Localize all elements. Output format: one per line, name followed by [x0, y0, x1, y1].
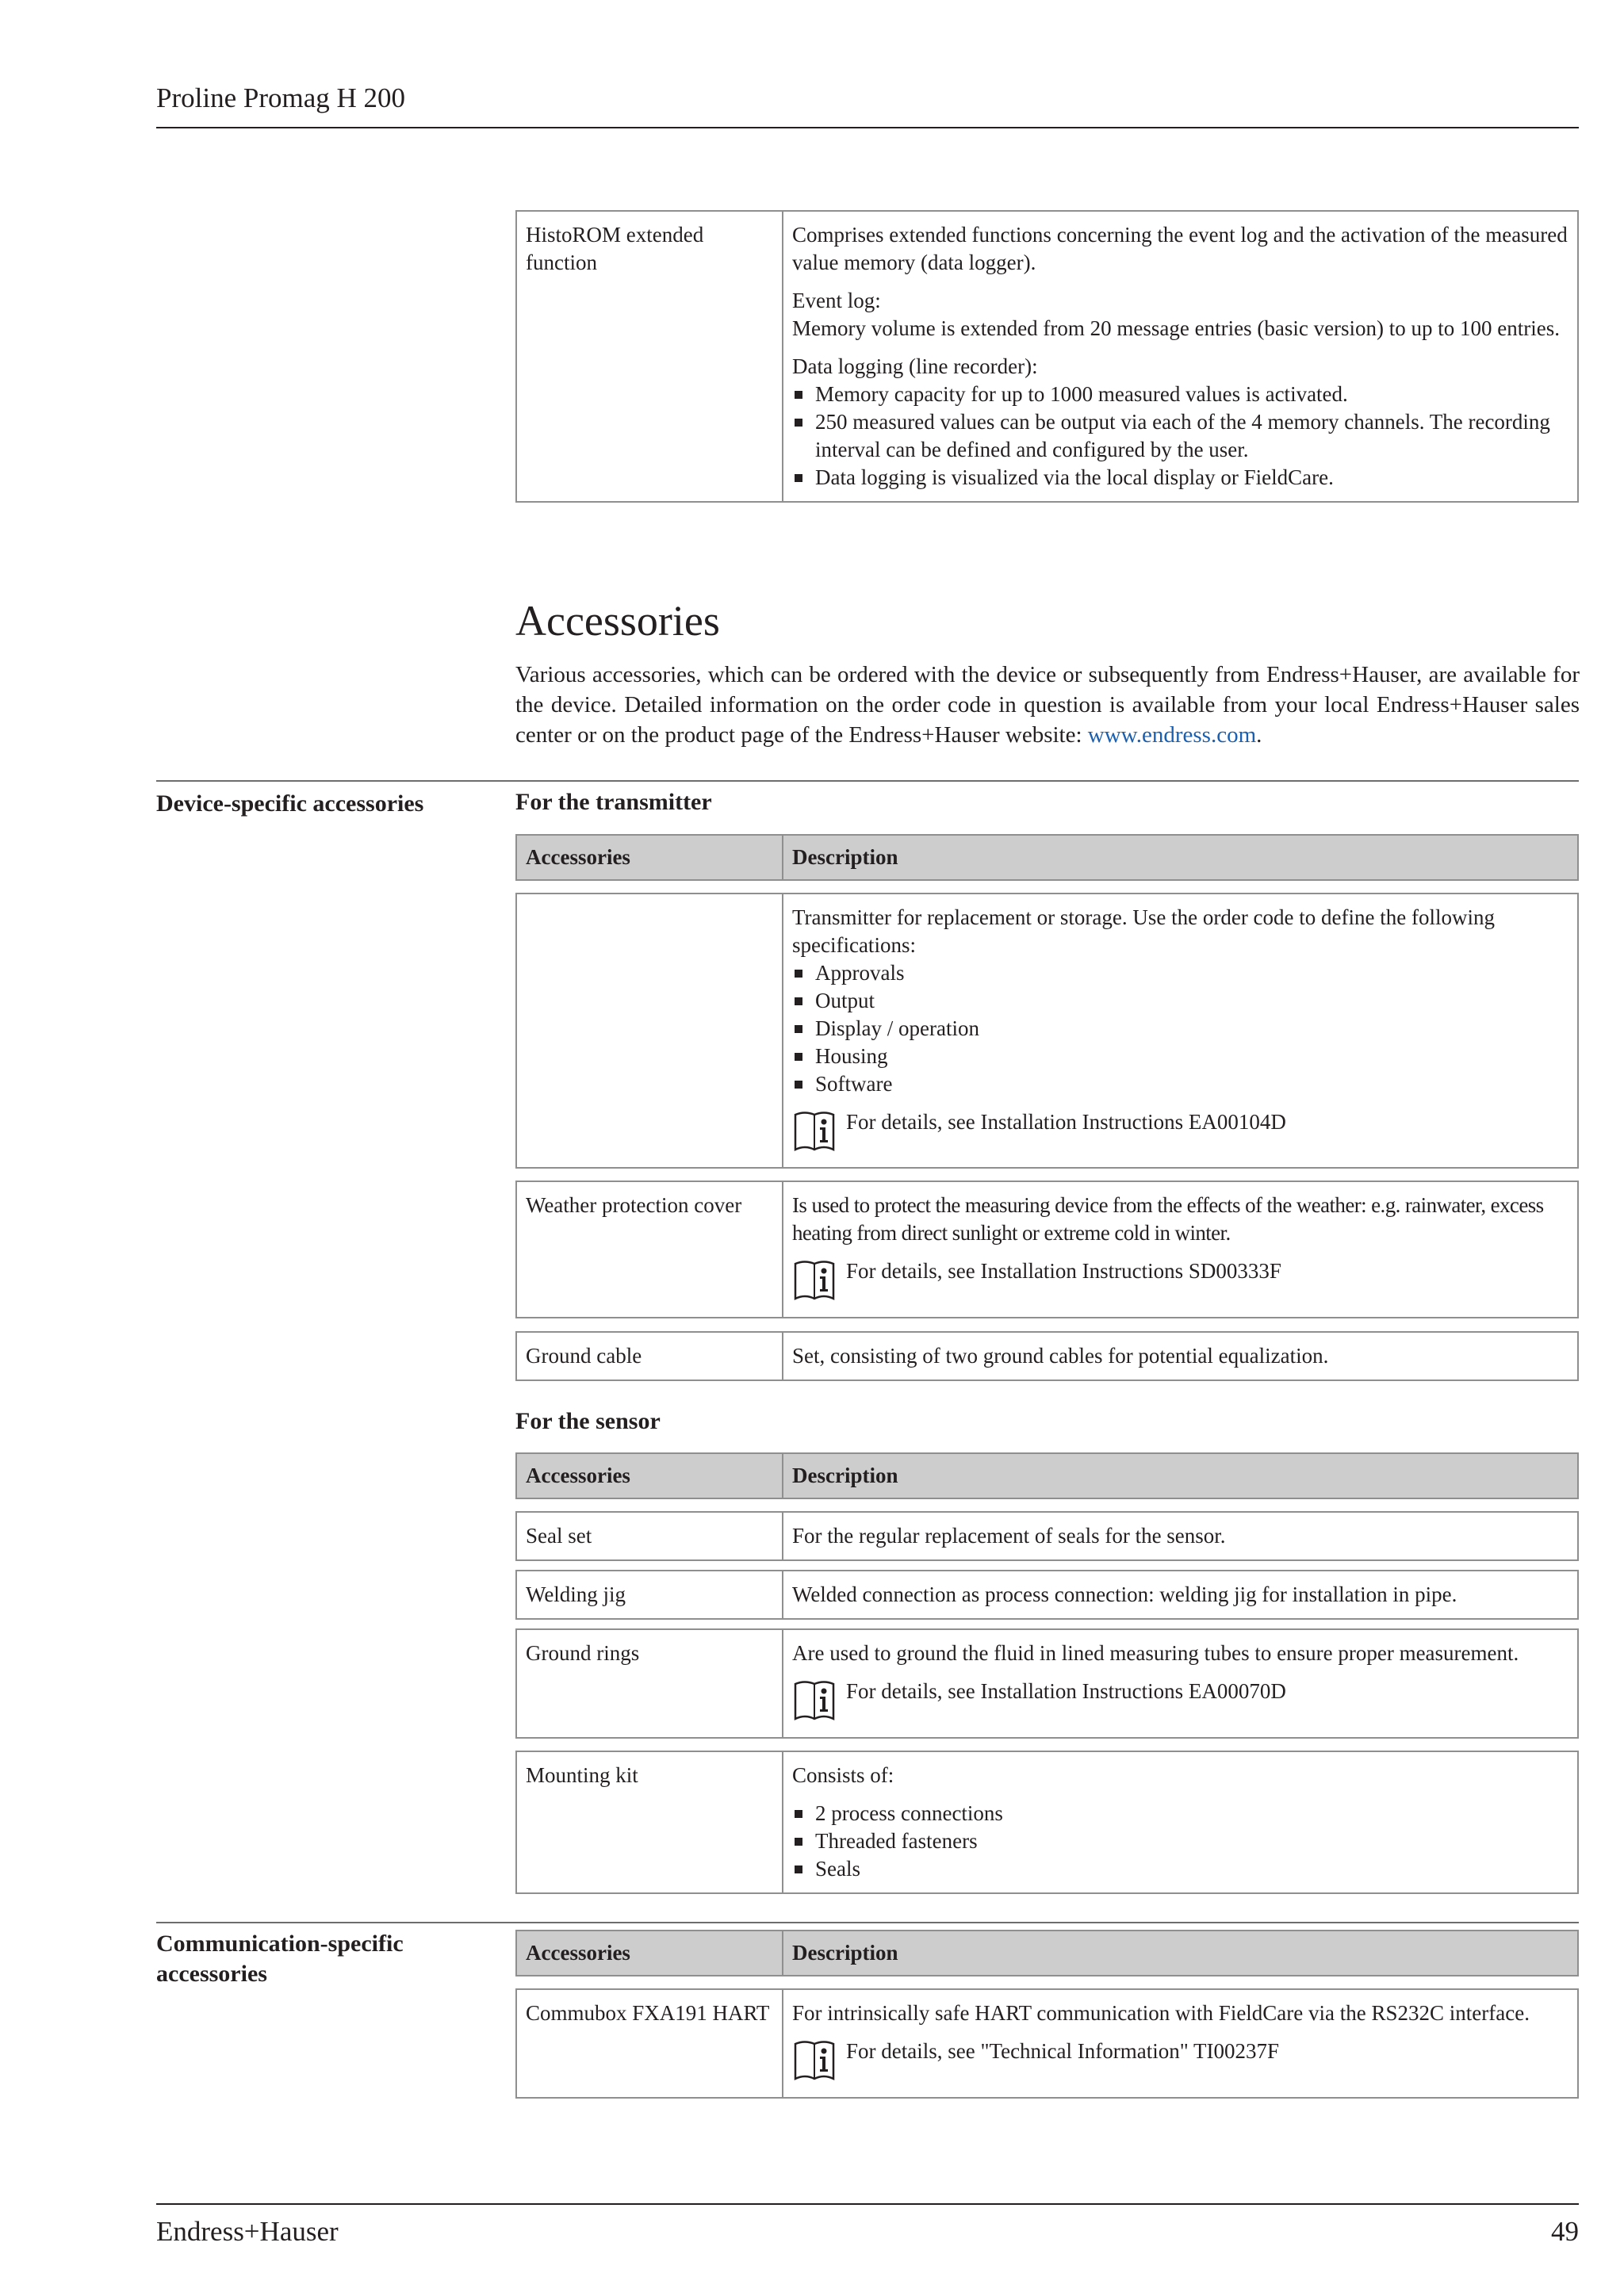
table-row	[515, 1751, 1579, 1894]
transmitter-description: Transmitter for replacement or storage. Use the order code to define the following specifications: Approvals Output Display / operation Housing Software For details, see Installation Instructions EA00104D	[783, 894, 1578, 1168]
historom-label: HistoROM extended function	[516, 211, 783, 502]
ground-cable-description: Set, consisting of two ground cables for potential equalization.	[783, 1332, 1578, 1380]
list-item: Display / operation	[792, 1015, 1568, 1043]
page-number: 49	[1551, 2216, 1579, 2247]
column-header-description: Description	[783, 835, 1578, 880]
table-row	[515, 1628, 1579, 1739]
historom-table	[515, 210, 1579, 503]
commubox-description: For intrinsically safe HART communication with FieldCare via the RS232C interface. For details, see "Technical Information" TI00237F	[783, 1989, 1578, 2098]
historom-intro: Comprises extended functions concerning the event log and the activation of the measured value memory (data logger).	[792, 223, 1568, 274]
page-header-title: Proline Promag H 200	[156, 82, 406, 113]
table-row	[515, 1331, 1579, 1381]
data-logging-list	[792, 381, 1568, 492]
specifications-list	[792, 959, 1568, 1098]
list-item: 2 process connections	[792, 1800, 1568, 1827]
welding-jig-description: Welded connection as process connection: welding jig for installation in pipe.	[783, 1571, 1578, 1619]
event-log-heading: Event log:	[792, 289, 881, 312]
weather-cover-label: Weather protection cover	[516, 1181, 783, 1318]
column-header-accessories: Accessories	[516, 1931, 783, 1976]
table-row	[515, 1988, 1579, 2099]
transmitter-label	[516, 894, 783, 1168]
column-header-description: Description	[783, 1453, 1578, 1498]
seal-set-label: Seal set	[516, 1512, 783, 1560]
list-item: Data logging is visualized via the local display or FieldCare.	[792, 464, 1568, 492]
mounting-kit-list	[792, 1800, 1568, 1883]
section-rule	[156, 1922, 1579, 1923]
table-row	[515, 893, 1579, 1169]
side-label-device-specific: Device-specific accessories	[156, 790, 424, 817]
footer-brand: Endress+Hauser	[156, 2216, 339, 2247]
subheading-transmitter: For the transmitter	[515, 789, 712, 815]
mounting-kit-label: Mounting kit	[516, 1751, 783, 1893]
accessories-intro: Various accessories, which can be ordered with the device or subsequently from Endress+Hauser, are available for the device. Detailed information on the order code in question is available from your local Endress+Hauser sales center or on the product page of the Endress+Hauser website: www.endress.com.	[515, 662, 1580, 748]
section-rule	[156, 780, 1579, 782]
ground-rings-description: Are used to ground the fluid in lined measuring tubes to ensure proper measurement. For details, see Installation Instructions EA00070D	[783, 1629, 1578, 1738]
list-item: Housing	[792, 1043, 1568, 1070]
list-item: Memory capacity for up to 1000 measured values is activated.	[792, 381, 1568, 408]
section-title-accessories: Accessories	[515, 597, 720, 645]
book-info-icon	[792, 1110, 837, 1153]
side-label-communication-specific: Communication-specific accessories	[156, 1931, 404, 1987]
commubox-label: Commubox FXA191 HART	[516, 1989, 783, 2098]
seal-set-description: For the regular replacement of seals for the sensor.	[783, 1512, 1578, 1560]
table-row	[515, 1511, 1579, 1561]
transmitter-table-header	[515, 834, 1579, 881]
mounting-kit-description: Consists of: 2 process connections Threaded fasteners Seals	[783, 1751, 1578, 1893]
column-header-accessories: Accessories	[516, 835, 783, 880]
list-item: Threaded fasteners	[792, 1827, 1568, 1855]
historom-description	[783, 211, 1578, 502]
header-rule	[156, 127, 1579, 128]
column-header-description: Description	[783, 1931, 1578, 1976]
book-info-icon	[792, 1679, 837, 1722]
sensor-table-header	[515, 1452, 1579, 1499]
documentation-note: For details, see "Technical Information" TI00237F	[792, 2038, 1568, 2080]
documentation-note: For details, see Installation Instructions EA00104D	[792, 1108, 1568, 1151]
subheading-sensor: For the sensor	[515, 1408, 661, 1434]
ground-rings-label: Ground rings	[516, 1629, 783, 1738]
documentation-note: For details, see Installation Instructions SD00333F	[792, 1257, 1568, 1300]
table-row	[515, 1570, 1579, 1620]
footer-rule	[156, 2203, 1579, 2205]
documentation-note: For details, see Installation Instructions EA00070D	[792, 1678, 1568, 1720]
list-item: Approvals	[792, 959, 1568, 987]
list-item: Seals	[792, 1855, 1568, 1883]
column-header-accessories: Accessories	[516, 1453, 783, 1498]
list-item: Software	[792, 1070, 1568, 1098]
table-row	[515, 1181, 1579, 1318]
list-item: Output	[792, 987, 1568, 1015]
communication-table-header	[515, 1930, 1579, 1976]
book-info-icon	[792, 1259, 837, 1302]
welding-jig-label: Welding jig	[516, 1571, 783, 1619]
list-item: 250 measured values can be output via each of the 4 memory channels. The recording interval can be defined and configured by the user.	[792, 408, 1568, 464]
weather-cover-description: Is used to protect the measuring device from the effects of the weather: e.g. rainwater, excess heating from direct sunlight or extreme cold in winter. For details, see Installation Instructions SD00333F	[783, 1181, 1578, 1318]
event-log-text: Memory volume is extended from 20 message entries (basic version) to up to 100 entries.	[792, 316, 1561, 340]
ground-cable-label: Ground cable	[516, 1332, 783, 1380]
book-info-icon	[792, 2039, 837, 2082]
table-row	[516, 211, 1578, 502]
endress-website-link[interactable]: www.endress.com	[1087, 722, 1257, 748]
data-logging-heading: Data logging (line recorder):	[792, 354, 1038, 378]
